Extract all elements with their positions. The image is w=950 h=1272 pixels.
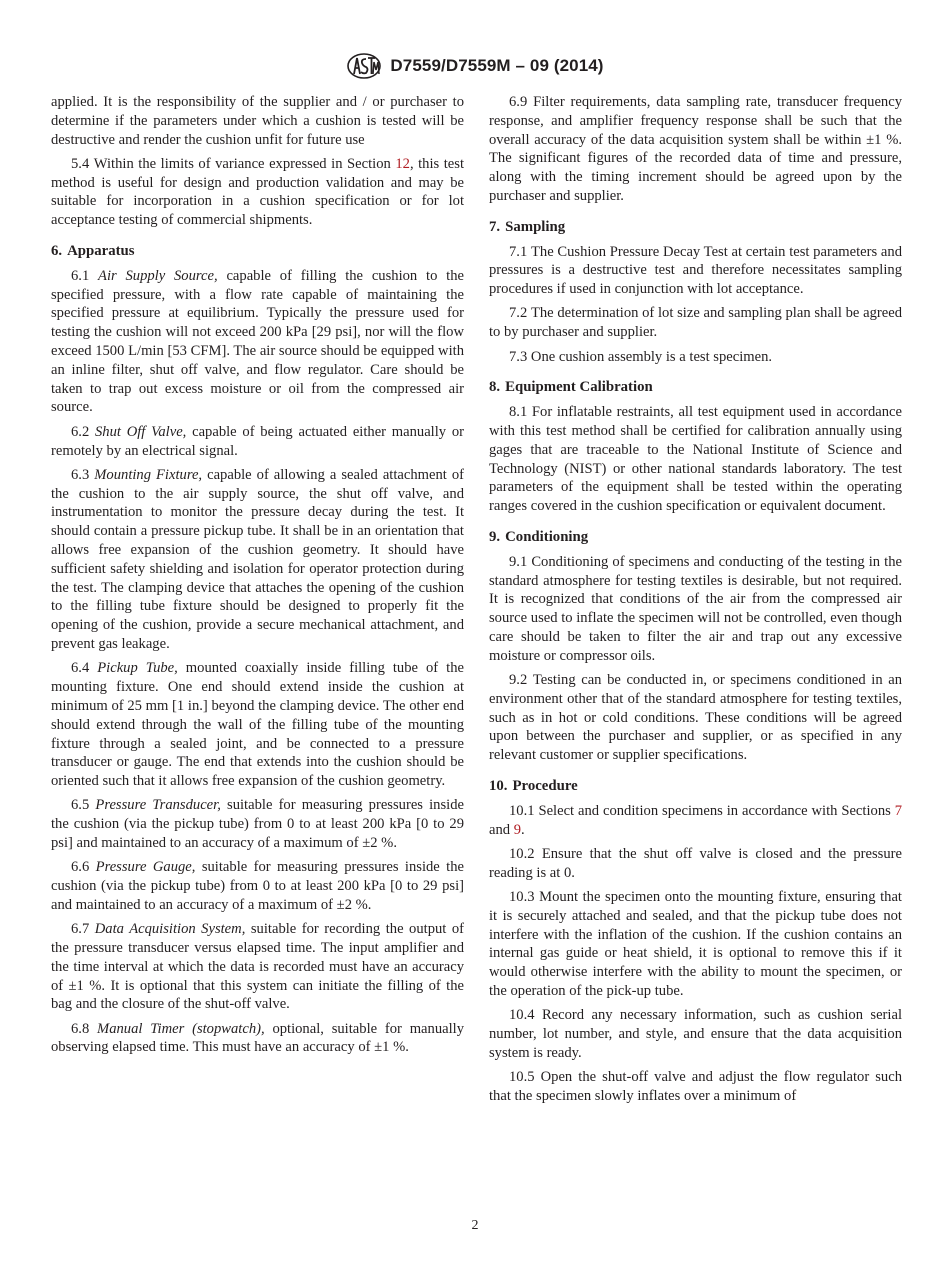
section-12-link[interactable]: 12 <box>395 155 410 172</box>
paragraph-10-1: 10.1 Select and condition specimens in accordance with Sections 7 and 9. <box>489 802 902 838</box>
paragraph-6-9: 6.9 Filter requirements, data sampling rate, transducer frequency response, and amplifier frequency response shall be such that the overall accuracy of the data acquisition system shall be within ±1 %. The significant figures of the recorded data of time and pressure, along with the timing increment should be agreed upon by the purchaser and supplier. <box>489 94 902 204</box>
section-10-heading: 10. Procedure <box>489 778 578 794</box>
right-column <box>489 93 902 1111</box>
paragraph-6-4: 6.4 Pickup Tube, mounted coaxially inside filling tube of the mounting fixture. One end should extend inside the cushion at minimum of 25 mm [1 in.] beyond the clamping device. The other end should extend through the wall of the filling tube of the mounting fixture through a sealed joint, and be connected to a pressure transducer or gauge. The end that extends into the cushion should be oriented such that it allows free expansion of the cushion geometry. <box>51 660 464 790</box>
section-7-link[interactable]: 7 <box>894 802 902 819</box>
page-header <box>0 52 950 82</box>
paragraph-7-1: 7.1 The Cushion Pressure Decay Test at certain test parameters and pressures is a destructive test and therefore necessitates sampling procedures if used in conjunction with lot acceptance. <box>489 243 902 298</box>
paragraph-7-3: 7.3 One cushion assembly is a test specimen. <box>509 348 773 365</box>
paragraph-6-2: 6.2 Shut Off Valve, capable of being actuated either manually or remotely by an electrical signal. <box>51 423 464 459</box>
section-9-heading: 9. Conditioning <box>489 528 589 545</box>
left-column <box>51 93 464 1063</box>
paragraph-6-1: 6.1 Air Supply Source, capable of filling the cushion to the specified pressure, with a flow rate capable of maintaining the specified pressure at equilibrium. Typically the pressure used for testing the cushion will not exceed 200 kPa [29 psi], nor will the flow exceed 1500 L/min [53 CFM]. The air source should be equipped with an inline filter, shut off valve, and flow regulator. Care should be taken to trap out excess moisture or oil from the compressed air source. <box>51 267 464 416</box>
paragraph-9-2: 9.2 Testing can be conducted in, or specimens conditioned in an environment other that of the standard atmosphere for testing textiles, such as in hot or cold conditions. These conditions will be agreed upon between the purchaser and supplier, or as specified in any relevant customer or supplier specifications. <box>489 672 902 764</box>
paragraph-6-6: 6.6 Pressure Gauge, suitable for measuring pressures inside the cushion (via the pickup tube) from 0 to at least 200 kPa [0 to 29 psi] and maintained to an accuracy of a maximum of ±2 %. <box>51 859 465 913</box>
paragraph-8-1: 8.1 For inflatable restraints, all test equipment used in accordance with this test method shall be certified for calibration annually using gages that are traceable to the National Institute of Science and Technology (NIST) or other national standards laboratory. The test parameters of the equipment shall be tested within the operating ranges covered in the cushion specification or equivalent document. <box>489 404 902 515</box>
section-8-heading: 8. Equipment Calibration <box>489 379 653 396</box>
paragraph-6-5: 6.5 Pressure Transducer, suitable for measuring pressures inside the cushion (via the pickup tube) from 0 to at least 200 kPa [0 to 29 psi] and maintained to an accuracy of a maximum of ±2 %. <box>51 797 464 851</box>
paragraph-7-2: 7.2 The determination of lot size and sampling plan shall be agreed to by purchaser and supplier. <box>489 305 902 341</box>
paragraph-10-2: 10.2 Ensure that the shut off valve is closed and the pressure reading is at 0. <box>489 845 902 881</box>
astm-logo-icon <box>346 52 382 80</box>
paragraph-continued: applied. It is the responsibility of the supplier and / or purchaser to determine if the parameters under which a cushion is tested will be destructive and render the cushion unfit for future use <box>51 94 464 148</box>
paragraph-10-5: 10.5 Open the shut-off valve and adjust the flow regulator such that the specimen slowly inflates over a minimum of <box>489 1069 902 1104</box>
paragraph-6-7: 6.7 Data Acquisition System, suitable for recording the output of the pressure transducer versus elapsed time. The input amplifier and the time interval at which the data is recorded must have an accuracy of ±1 %. It is optional that this system can initiate the filling of the bag and the closure of the shut-off valve. <box>51 921 465 1013</box>
paragraph-6-8: 6.8 Manual Timer (stopwatch), optional, suitable for manually observing elapsed time. This must have an accuracy of ±1 %. <box>51 1020 464 1056</box>
paragraph-10-4: 10.4 Record any necessary information, such as cushion serial number, lot number, and style, and ensure that the data acquisition system is ready. <box>489 1007 902 1061</box>
paragraph-5-4: 5.4 Within the limits of variance expressed in Section 12, this test method is useful for design and production validation and may be suitable for incorporation in a cushion specification or for lot acceptance testing of commercial shipments. <box>51 155 465 229</box>
paragraph-10-3: 10.3 Mount the specimen onto the mounting fixture, ensuring that it is securely attached and sealed, and that the pickup tube does not interfere with the inflation of the cushion. If the cushion contains an internal gas guide or heat shield, it is optional to remove this if it would otherwise interfere with the ability to mount the specimen, or the operation of the pick-up tube. <box>489 888 902 999</box>
section-7-heading: 7. Sampling <box>489 218 566 235</box>
section-6-heading: 6. Apparatus <box>51 243 135 260</box>
section-9-link[interactable]: 9 <box>513 821 522 838</box>
paragraph-9-1: 9.1 Conditioning of specimens and conducting of the testing in the standard atmosphere for testing textiles is desirable, but not required. It is recognized that conditions of the air from the compressed air source used to inflate the specimen will not be controlled, even though care should be taken to filter the air and trap out any excessive moisture or compressor oils. <box>489 553 902 664</box>
page-number: 2 <box>471 1218 479 1233</box>
document-id: D7559/D7559M – 09 (2014) <box>390 56 604 75</box>
paragraph-6-3: 6.3 Mounting Fixture, capable of allowing a sealed attachment of the cushion to the air supply source, the shut off valve, and instrumentation to monitor the pressure decay during the test. It should contain a pressure pickup tube. It shall be in an orientation that allows free expansion of the cushion geometry. It should have sufficient safety shielding and isolation for operator protection during the test. The clamping device that attaches the opening of the cushion to the filling tube fixture should be designed to properly fit the opening of the cushion, provide a secure mechanical attachment, and prevent gas leakage. <box>51 466 465 653</box>
